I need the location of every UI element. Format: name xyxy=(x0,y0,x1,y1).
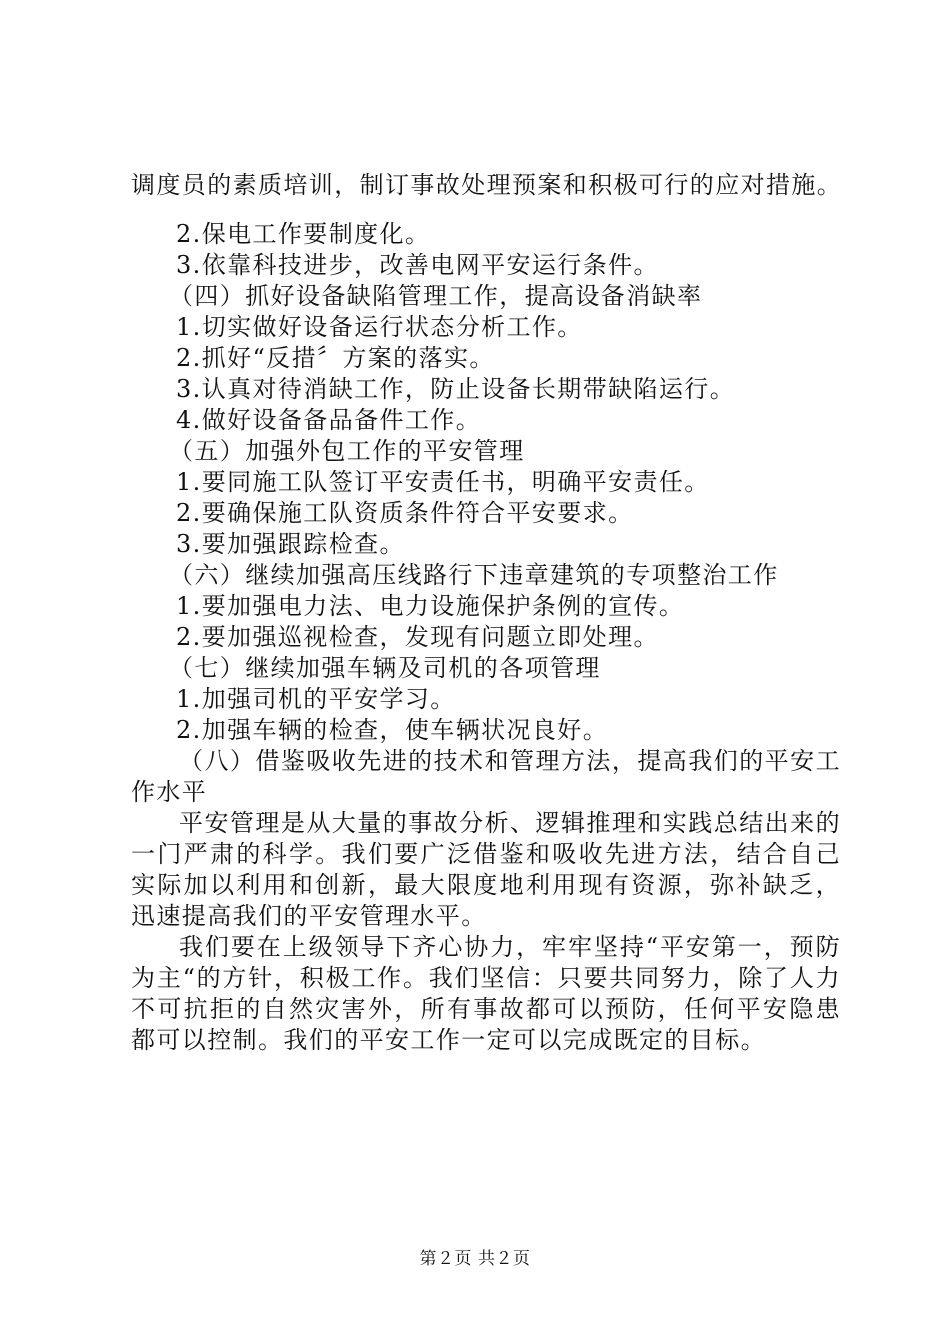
list-item: 1.切实做好设备运行状态分析工作。 xyxy=(176,313,583,341)
list-item: 3.认真对待消缺工作，防止设备长期带缺陷运行。 xyxy=(176,375,736,403)
list-item: 2.抓好“反措〞方案的落实。 xyxy=(176,344,495,372)
list-item: 2.要加强巡视检查，发现有问题立即处理。 xyxy=(176,623,659,651)
list-item: 4.做好设备备品备件工作。 xyxy=(176,406,482,434)
section-heading: （六）继续加强高压线路行下违章建筑的专项整治工作 xyxy=(169,561,779,589)
page-number-footer: 第２页 共２页 xyxy=(419,1249,531,1269)
body-paragraph: 平安管理是从大量的事故分析、逻辑推理和实践总结出来的一门严肃的科学。我们要广泛借鉴和吸收先进方法，结合自己实际加以利用和创新，最大限度地利用现有资源，弥补缺乏，迅速提高我们的平安管理水平。 xyxy=(131,809,841,930)
list-item: 2.保电工作要制度化。 xyxy=(176,220,431,248)
list-item: 2.要确保施工队资质条件符合平安要求。 xyxy=(176,499,634,527)
list-item: 2.加强车辆的检查，使车辆状况良好。 xyxy=(176,716,609,744)
section-heading: （七）继续加强车辆及司机的各项管理 xyxy=(169,654,601,682)
text-line: 调度员的素质培训，制订事故处理预案和积极可行的应对措施。 xyxy=(131,171,843,199)
list-item: 3.依靠科技进步，改善电网平安运行条件。 xyxy=(176,251,659,279)
list-item: 3.要加强跟踪检查。 xyxy=(176,530,405,558)
body-paragraph: 我们要在上级领导下齐心协力，牢牢坚持“平安第一，预防为主“的方针，积极工作。我们坚信：只要共同努力，除了人力不可抗拒的自然灾害外，所有事故都可以预防，任何平安隐患都可以控制。我们的平安工作一定可以完成既定的目标。 xyxy=(131,933,841,1054)
section-heading: （五）加强外包工作的平安管理 xyxy=(169,437,525,465)
section-heading: （四）抓好设备缺陷管理工作，提高设备消缺率 xyxy=(169,282,703,310)
document-body xyxy=(131,170,841,1056)
list-item: 1.要同施工队签订平安责任书，明确平安责任。 xyxy=(176,468,710,496)
list-item: 1.要加强电力法、电力设施保护条例的宣传。 xyxy=(176,592,685,620)
section-heading-wrapped: （八）借鉴吸收先进的技术和管理方法，提高我们的平安工作水平 xyxy=(131,747,841,806)
list-item: 1.加强司机的平安学习。 xyxy=(176,685,456,713)
